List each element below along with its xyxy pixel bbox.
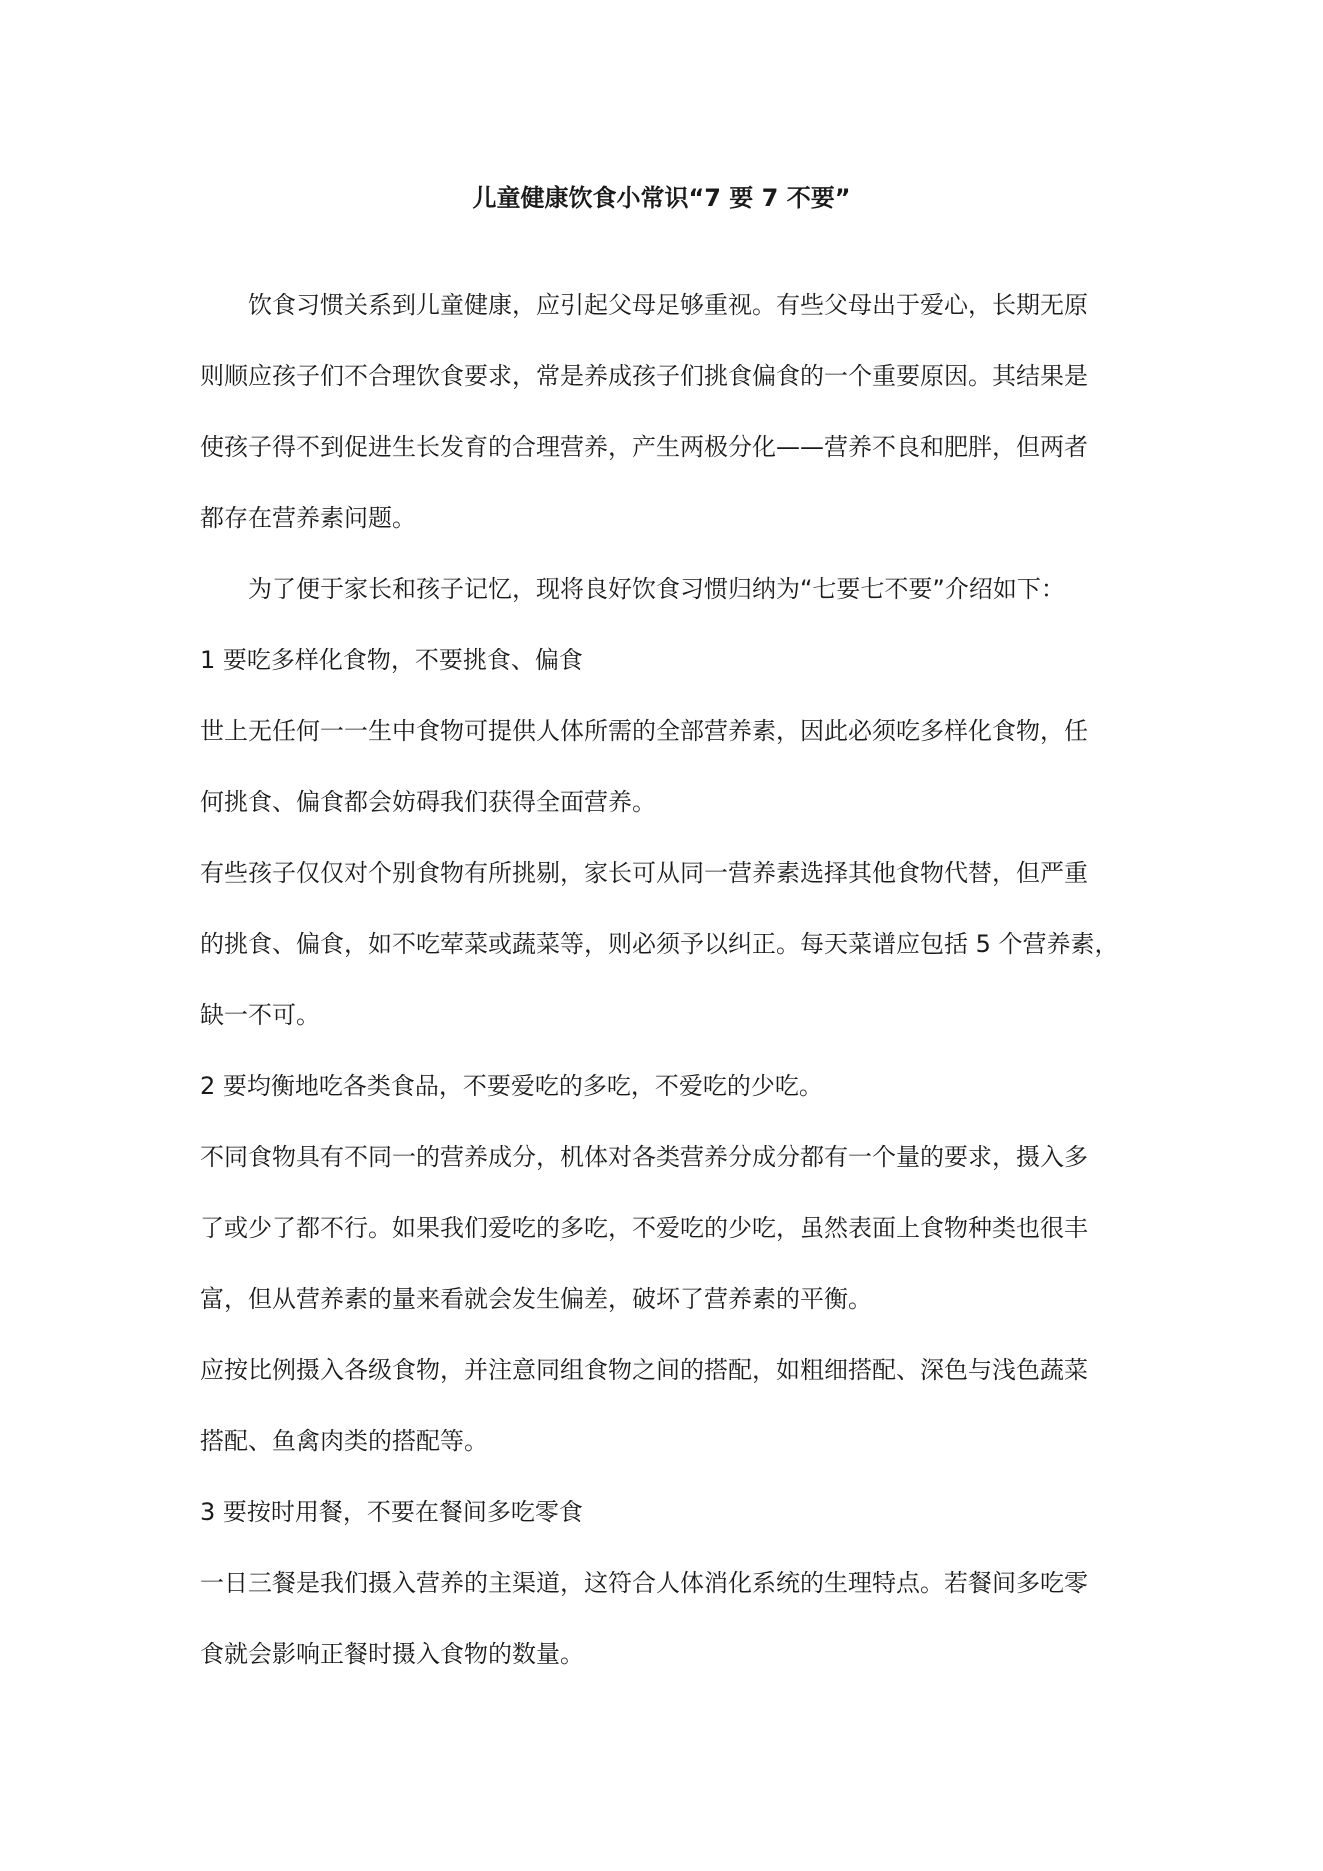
text-line: 食就会影响正餐时摄入食物的数量。	[200, 1640, 584, 1668]
text-line: 搭配、鱼禽肉类的搭配等。	[200, 1427, 488, 1455]
document-body	[200, 270, 1130, 1690]
text-line: 了或少了都不行。如果我们爱吃的多吃，不爱吃的少吃，虽然表面上食物种类也很丰	[200, 1214, 1088, 1242]
section-heading: 2 要均衡地吃各类食品，不要爱吃的多吃，不爱吃的少吃。	[200, 1072, 823, 1100]
section-heading: 3 要按时用餐，不要在餐间多吃零食	[200, 1498, 583, 1526]
text-line: 为了便于家长和孩子记忆，现将良好饮食习惯归纳为“七要七不要”介绍如下：	[248, 575, 1065, 603]
text-line: 不同食物具有不同一的营养成分，机体对各类营养分成分都有一个量的要求，摄入多	[200, 1143, 1088, 1171]
text-line: 饮食习惯关系到儿童健康，应引起父母足够重视。有些父母出于爱心，长期无原	[248, 291, 1088, 319]
document-title: 儿童健康饮食小常识“7 要 7 不要”	[472, 184, 851, 212]
text-line: 使孩子得不到促进生长发育的合理营养，产生两极分化——营养不良和肥胖，但两者	[200, 433, 1088, 461]
text-line: 的挑食、偏食，如不吃荤菜或蔬菜等，则必须予以纠正。每天菜谱应包括 5 个营养素，	[200, 930, 1119, 958]
text-line: 一日三餐是我们摄入营养的主渠道，这符合人体消化系统的生理特点。若餐间多吃零	[200, 1569, 1088, 1597]
text-line: 富，但从营养素的量来看就会发生偏差，破坏了营养素的平衡。	[200, 1285, 872, 1313]
text-line: 应按比例摄入各级食物，并注意同组食物之间的搭配，如粗细搭配、深色与浅色蔬菜	[200, 1356, 1088, 1384]
text-line: 则顺应孩子们不合理饮食要求，常是养成孩子们挑食偏食的一个重要原因。其结果是	[200, 362, 1088, 390]
text-line: 有些孩子仅仅对个别食物有所挑剔，家长可从同一营养素选择其他食物代替，但严重	[200, 859, 1088, 887]
text-line: 世上无任何一一生中食物可提供人体所需的全部营养素，因此必须吃多样化食物，任	[200, 717, 1088, 745]
text-line: 缺一不可。	[200, 1001, 320, 1029]
text-line: 都存在营养素问题。	[200, 504, 416, 532]
section-heading: 1 要吃多样化食物，不要挑食、偏食	[200, 646, 583, 674]
text-line: 何挑食、偏食都会妨碍我们获得全面营养。	[200, 788, 656, 816]
